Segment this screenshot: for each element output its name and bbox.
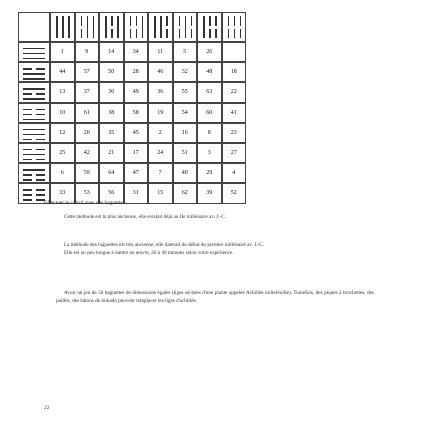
table-cell: 3 [197, 143, 222, 163]
table-cell: 20 [75, 123, 100, 143]
column-header-cell [197, 12, 222, 42]
table-cell: 12 [50, 123, 75, 143]
page-number: 22 [44, 405, 50, 411]
table-cell: 36 [148, 82, 173, 102]
table-cell: 28 [124, 62, 149, 82]
column-header-cell [148, 12, 173, 42]
paragraph-1 [56, 214, 374, 222]
row-header-cell [18, 103, 50, 123]
table-cell: 54 [173, 103, 198, 123]
column-header-cell [124, 12, 149, 42]
table-cell: 5 [173, 42, 198, 62]
column-header-cell [99, 12, 124, 42]
paragraph-4-text: Avoir un jeu de 50 baguettes de dimensions égales (tiges séchées d'une plante appelée Achillée millefeuille). Toutefois, des piques à brochettes, des pailles, des bâtons de mikado peuvent remplacer les tiges d'achillée. [56, 290, 374, 304]
table-cell: 38 [99, 103, 124, 123]
table-corner-cell [18, 12, 50, 42]
table-cell: 64 [99, 163, 124, 183]
table-cell: 44 [50, 62, 75, 82]
row-trigram-icon [19, 104, 49, 122]
column-header-cell [75, 12, 100, 42]
table-cell: 2 [148, 123, 173, 143]
column-trigram-icon [76, 13, 99, 41]
paragraph-1-text: Cette méthode est la plus ancienne, elle existait déjà au IIe millénaire av. J.-C. [64, 214, 226, 220]
table-cell: 40 [173, 163, 198, 183]
table-cell: 50 [99, 62, 124, 82]
table-cell: 16 [173, 123, 198, 143]
row-trigram-icon [19, 63, 49, 81]
column-trigram-icon [174, 13, 197, 41]
table-cell: 26 [197, 42, 222, 62]
table-cell: 9 [75, 42, 100, 62]
table-cell: 41 [222, 103, 247, 123]
table-cell: 18 [222, 62, 247, 82]
table-cell: 63 [197, 82, 222, 102]
table-cell: 8 [197, 123, 222, 143]
table-cell: 23 [222, 123, 247, 143]
table-cell: 30 [99, 82, 124, 102]
table-cell: 60 [197, 103, 222, 123]
table-cell: 61 [75, 103, 100, 123]
table-cell: 19 [148, 103, 173, 123]
column-trigram-icon [100, 13, 123, 41]
column-trigram-icon [51, 13, 74, 41]
table-cell: 62 [173, 183, 198, 203]
table-cell: 29 [197, 163, 222, 183]
table-cell: 33 [50, 183, 75, 203]
table-cell: 1 [50, 42, 75, 62]
row-trigram-icon [19, 144, 49, 162]
row-header-cell [18, 123, 50, 143]
table-cell: 13 [50, 82, 75, 102]
column-trigram-icon [198, 13, 221, 41]
row-trigram-icon [19, 83, 49, 101]
row-trigram-icon [19, 164, 49, 182]
table-cell: 52 [222, 183, 247, 203]
table-cell: 53 [75, 183, 100, 203]
table-cell: 58 [124, 103, 149, 123]
table-cell: 46 [148, 62, 173, 82]
table-cell: 25 [50, 143, 75, 163]
row-header-cell [18, 163, 50, 183]
table-cell: 39 [197, 183, 222, 203]
row-trigram-icon [19, 43, 49, 61]
table-cell: 48 [197, 62, 222, 82]
table-cell: 27 [222, 143, 247, 163]
table-cell: 59 [75, 163, 100, 183]
row-header-cell [18, 143, 50, 163]
column-trigram-icon [149, 13, 172, 41]
table-cell: 11 [148, 42, 173, 62]
section-heading: Effectuer le calcul avec des baguettes [44, 200, 125, 206]
table-cell: 24 [148, 143, 173, 163]
table-cell: 42 [75, 143, 100, 163]
table-cell: 35 [99, 123, 124, 143]
table-cell: 14 [99, 42, 124, 62]
column-header-cell [173, 12, 198, 42]
table-cell: 47 [124, 163, 149, 183]
column-header-cell [50, 12, 75, 42]
row-trigram-icon [19, 124, 49, 142]
table-cell: 15 [148, 183, 173, 203]
table-cell: 22 [222, 82, 247, 102]
paragraph-4 [56, 290, 374, 305]
row-header-cell [18, 42, 50, 62]
paragraph-2 [56, 242, 374, 257]
table-cell [222, 42, 247, 62]
table-cell: 37 [75, 82, 100, 102]
table-cell: 10 [50, 103, 75, 123]
table-cell: 31 [124, 183, 149, 203]
table-cell: 34 [124, 42, 149, 62]
table-cell: 55 [173, 82, 198, 102]
row-header-cell [18, 82, 50, 102]
table-cell: 56 [99, 183, 124, 203]
table-cell: 6 [50, 163, 75, 183]
paragraph-3-text: Elle est un peu longue à mettre en œuvre, 20 à 40 minutes selon votre expérience. [64, 249, 234, 256]
table-cell: 32 [173, 62, 198, 82]
table-cell: 7 [148, 163, 173, 183]
column-trigram-icon [223, 13, 246, 41]
paragraph-2-text: La méthode des baguettes est très ancienne, elle daterait du début du premier millénaire av. J.-C. [64, 242, 265, 248]
column-trigram-icon [125, 13, 148, 41]
table-cell: 21 [99, 143, 124, 163]
table-cell: 45 [124, 123, 149, 143]
table-cell: 49 [124, 82, 149, 102]
column-header-cell [222, 12, 247, 42]
table-cell: 51 [173, 143, 198, 163]
table-cell: 57 [75, 62, 100, 82]
table-cell: 4 [222, 163, 247, 183]
table-cell: 17 [124, 143, 149, 163]
row-header-cell [18, 62, 50, 82]
